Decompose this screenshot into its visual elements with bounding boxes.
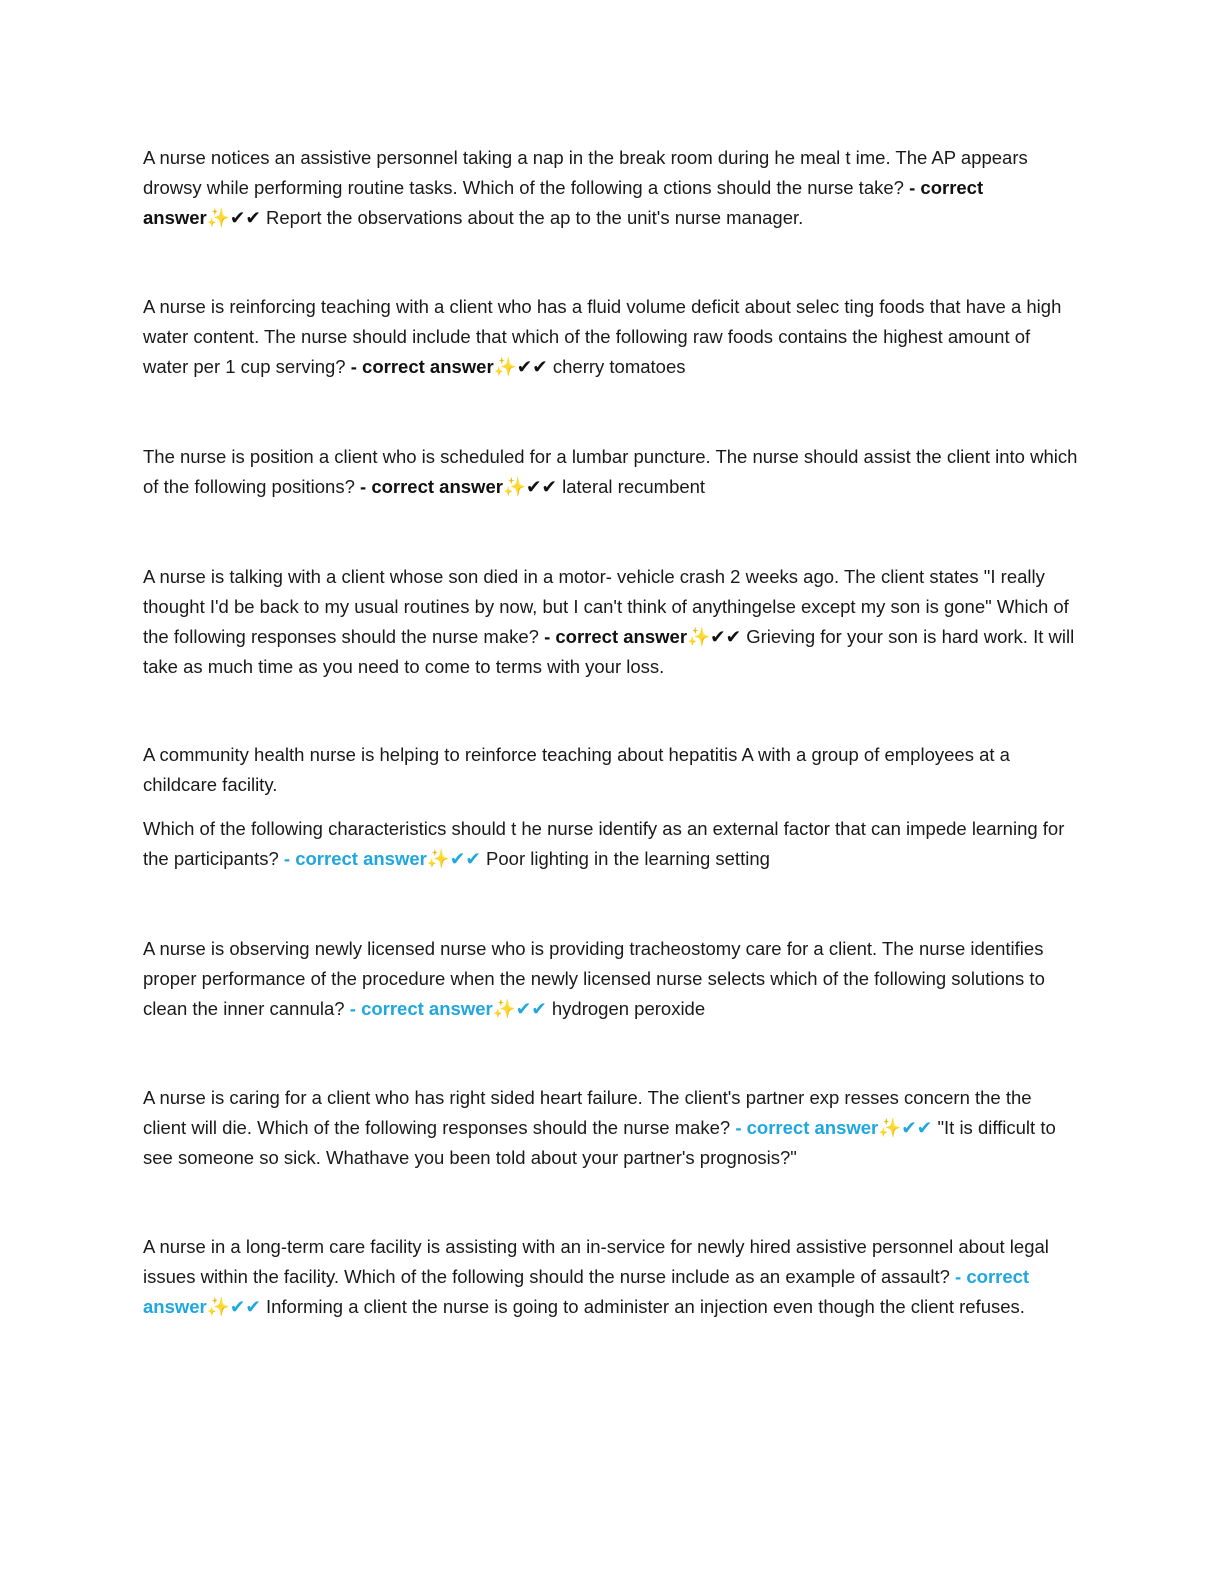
question-text: A nurse is caring for a client who has right sided heart failure. The client's partner exp resses concern the the client will die. Which of the following responses should the nurse make?: [143, 1087, 1032, 1138]
sparkle-icon: ✨: [502, 476, 526, 497]
answer-text: hydrogen peroxide: [551, 998, 706, 1019]
qa-item-4: [143, 562, 1078, 682]
question-text: The nurse is position a client who is scheduled for a lumbar puncture. The nurse should assist the client into which of the following positions?: [143, 446, 1078, 497]
question-text: A nurse in a long-term care facility is assisting with an in-service for newly hired assistive personnel about legal issues within the facility. Which of the following should the nurse include as an example of assault?: [143, 1236, 1049, 1287]
sparkle-icon: ✨: [206, 1296, 230, 1317]
correct-answer-label: - correct answer✨✔✔: [735, 1117, 933, 1138]
question-text: Which of the following characteristics should t he nurse identify as an external factor that can impede learning for the participants?: [143, 818, 1065, 869]
qa-item-2: [143, 292, 1078, 382]
question-text: A nurse is reinforcing teaching with a client who has a fluid volume deficit about selec ting foods that have a high water content. The nurse should include that which of the following raw foods contains the highest amount of water per 1 cup serving?: [143, 296, 1062, 377]
answer-text: Poor lighting in the learning setting: [486, 848, 770, 869]
question-text: A nurse notices an assistive personnel taking a nap in the break room during he meal t ime. The AP appears drowsy while performing routine tasks. Which of the following a ctions should the nurse take?: [143, 147, 1028, 198]
answer-text: cherry tomatoes: [552, 356, 686, 377]
double-check-icon: ✔✔: [516, 356, 548, 377]
double-check-icon: ✔✔: [515, 998, 547, 1019]
answer-text: Grieving for your son is hard work. It will take as much time as you need to come to terms with your loss.: [143, 626, 1075, 677]
question-text: A nurse is talking with a client whose son died in a motor- vehicle crash 2 weeks ago. The client states "I really thought I'd be back to my usual routines by now, but I can't think of anythingelse except my son is gone" Which of the following responses should the nurse make?: [143, 566, 1069, 647]
qa-paragraph: [143, 1083, 1078, 1173]
qa-item-6: [143, 934, 1078, 1024]
qa-paragraph: [143, 562, 1078, 682]
sparkle-icon: ✨: [492, 998, 516, 1019]
sparkle-icon: ✨: [687, 626, 711, 647]
double-check-icon: ✔✔: [229, 207, 261, 228]
correct-answer-label: - correct answer✨✔✔: [143, 177, 984, 228]
qa-item-5: [143, 740, 1078, 874]
correct-answer-label: - correct answer✨✔✔: [283, 848, 481, 869]
sparkle-icon: ✨: [206, 207, 230, 228]
qa-paragraph: [143, 814, 1078, 874]
question-text: A nurse is observing newly licensed nurse who is providing tracheostomy care for a client. The nurse identifies proper performance of the procedure when the newly licensed nurse selects which of the following solutions to clean the inner cannula?: [143, 938, 1045, 1019]
correct-answer-label: - correct answer✨✔✔: [350, 356, 548, 377]
answer-text: lateral recumbent: [562, 476, 706, 497]
sparkle-icon: ✨: [878, 1117, 902, 1138]
double-check-icon: ✔✔: [901, 1117, 933, 1138]
correct-answer-label: - correct answer✨✔✔: [349, 998, 547, 1019]
qa-paragraph: [143, 1232, 1078, 1322]
sparkle-icon: ✨: [426, 848, 450, 869]
double-check-icon: ✔✔: [525, 476, 557, 497]
qa-paragraph: [143, 143, 1078, 233]
correct-answer-label: - correct answer✨✔✔: [544, 626, 742, 647]
double-check-icon: ✔✔: [710, 626, 742, 647]
answer-text: Report the observations about the ap to the unit's nurse manager.: [265, 207, 804, 228]
qa-paragraph: [143, 292, 1078, 382]
qa-item-7: [143, 1083, 1078, 1173]
qa-item-8: [143, 1232, 1078, 1322]
correct-answer-label: - correct answer✨✔✔: [360, 476, 557, 497]
sparkle-icon: ✨: [493, 356, 517, 377]
qa-paragraph: [143, 934, 1078, 1024]
answer-text: "It is difficult to see someone so sick. Whathave you been told about your partner's prognosis?": [143, 1117, 1056, 1168]
double-check-icon: ✔✔: [449, 848, 481, 869]
correct-answer-label: - correct answer✨✔✔: [143, 1266, 1030, 1317]
qa-item-1: [143, 143, 1078, 233]
qa-item-3: [143, 442, 1078, 502]
answer-text: Informing a client the nurse is going to administer an injection even though the client refuses.: [265, 1296, 1025, 1317]
double-check-icon: ✔✔: [229, 1296, 261, 1317]
qa-paragraph: [143, 442, 1078, 502]
question-intro: A community health nurse is helping to reinforce teaching about hepatitis A with a group of employees at a childcare facility.: [143, 744, 1010, 795]
